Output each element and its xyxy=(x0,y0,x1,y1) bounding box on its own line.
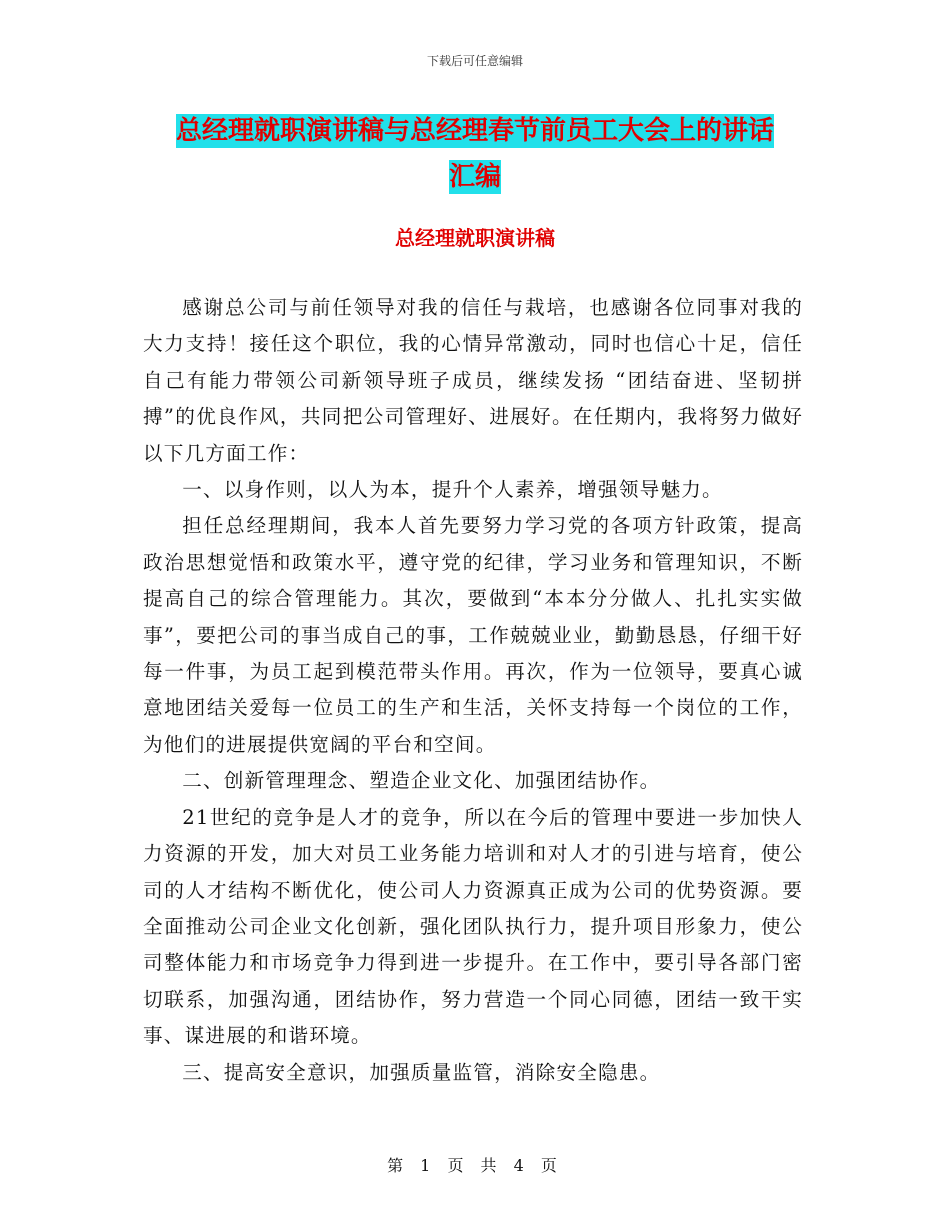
body-text xyxy=(143,290,803,1091)
title-line-2: 汇编 xyxy=(448,162,501,192)
header-note: 下载后可任意编辑 xyxy=(426,54,523,68)
document-title xyxy=(140,108,810,200)
paragraph-heading-2: 二、创新管理理念、塑造企业文化、加强团结协作。 xyxy=(182,769,661,793)
title-line-1: 总经理就职演讲稿与总经理春节前员工大会上的讲话 xyxy=(175,116,774,146)
paragraph-heading-1: 一、以身作则，以人为本，提升个人素养，增强领导魅力。 xyxy=(182,478,723,502)
page-footer: 第 1 页 共 4 页 xyxy=(387,1156,563,1175)
paragraph-body-1: 担任总经理期间，我本人首先要努力学习党的各项方针政策，提高政治思想觉悟和政策水平，遵守党的纪律，学习业务和管理知识，不断提高自己的综合管理能力。其次，要做到“本本分分做人、扎扎实实做事”，要把公司的事当成自己的事，工作兢兢业业，勤勤恳恳，仔细干好每一件事，为员工起到模范带头作用。再次，作为一位领导，要真心诚意地团结关爱每一位员工的生产和生活，关怀支持每一个岗位的工作，为他们的进展提供宽阔的平台和空间。 xyxy=(143,514,803,756)
paragraph-intro: 感谢总公司与前任领导对我的信任与栽培，也感谢各位同事对我的大力支持！接任这个职位，我的心情异常激动，同时也信心十足，信任自己有能力带领公司新领导班子成员，继续发扬 “团结奋进、坚韧拼搏”的优良作风，共同把公司管理好、进展好。在任期内，我将努力做好以下几方面工作： xyxy=(143,296,803,465)
paragraph-body-2: 21世纪的竞争是人才的竞争，所以在今后的管理中要进一步加快人力资源的开发，加大对员工业务能力培训和对人才的引进与培育，使公司的人才结构不断优化，使公司人力资源真正成为公司的优势资源。要全面推动公司企业文化创新，强化团队执行力，提升项目形象力，使公司整体能力和市场竞争力得到进一步提升。在工作中，要引导各部门密切联系，加强沟通，团结协作，努力营造一个同心同德，团结一致干实事、谋进展的和谐环境。 xyxy=(143,805,803,1048)
section-title: 总经理就职演讲稿 xyxy=(395,226,555,250)
paragraph-heading-3: 三、提高安全意识，加强质量监管，消除安全隐患。 xyxy=(182,1060,661,1084)
